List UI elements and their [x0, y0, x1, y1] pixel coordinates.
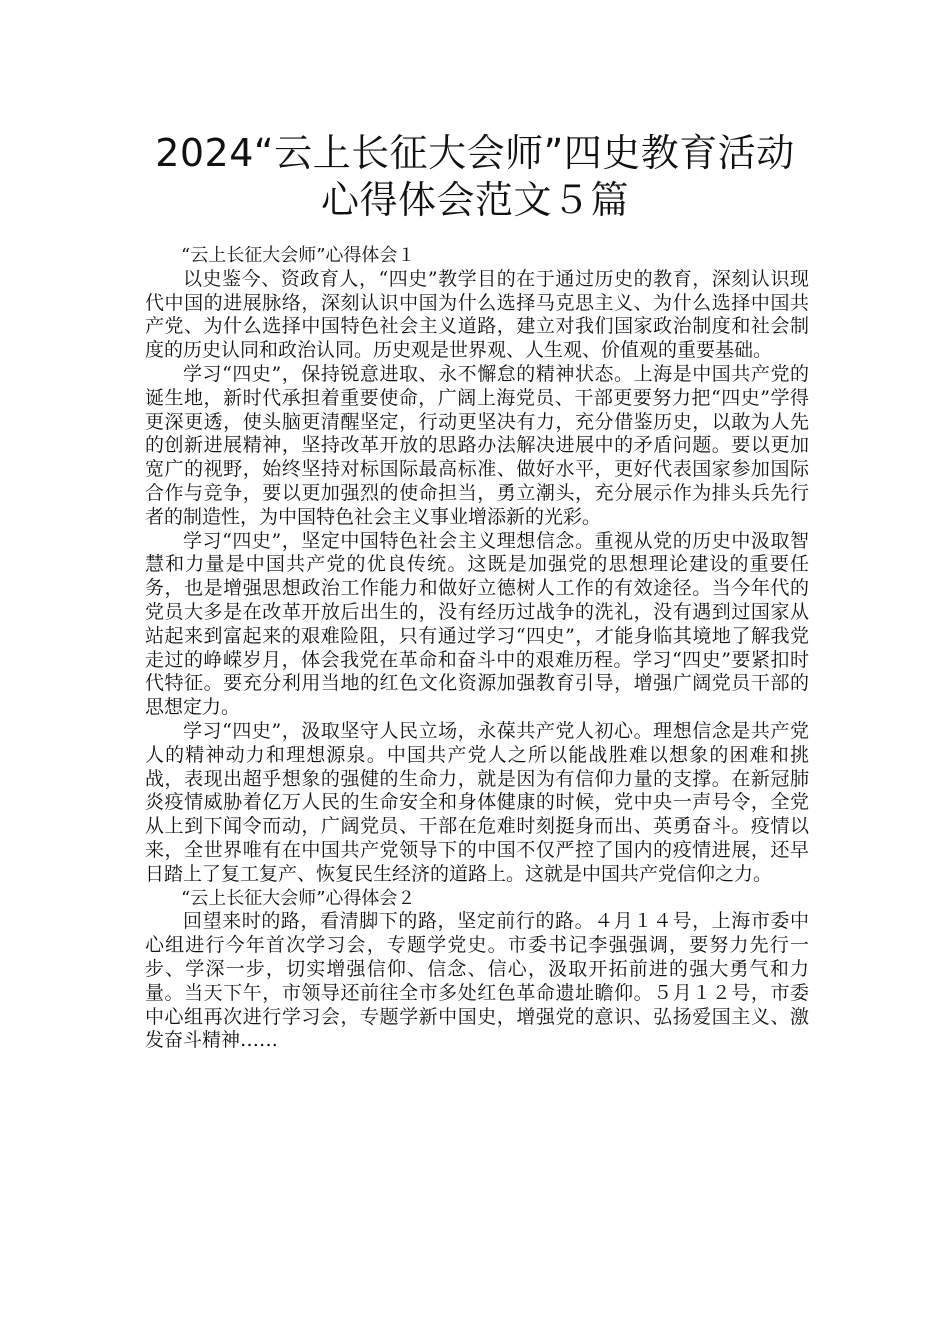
section-heading-2: “云上长征大会师”心得体会２ — [181, 887, 416, 909]
paragraph: 以史鉴今、资政育人，“四史”教学目的在于通过历史的教育，深刻认识现代中国的进展脉络，深刻认识中国为什么选择马克思主义、为什么选择中国共产党、为什么选择中国特色社会主义道路，建立对我们国家政治制度和社会制度的历史认同和政治认同。历史观是世界观、人生观、价值观的重要基础。 — [145, 267, 809, 362]
document-title-line-2: 心得体会范文５篇 — [320, 178, 629, 222]
paragraph: 学习“四史”，坚定中国特色社会主义理想信念。重视从党的历史中汲取智慧和力量是中国共产党的优良传统。这既是加强党的思想理论建设的重要任务，也是增强思想政治工作能力和做好立德树人工作的有效途径。当今年代的党员大多是在改革开放后出生的，没有经历过战争的洗礼，没有遇到过国家从站起来到富起来的艰难险阻，只有通过学习“四史”，才能身临其境地了解我党走过的峥嵘岁月，体会我党在革命和奋斗中的艰难历程。学习“四史”要紧扣时代特征。要充分利用当地的红色文化资源加强教育引导，增强广阔党员干部的思想定力。 — [145, 529, 809, 719]
paragraph: 回望来时的路，看清脚下的路，坚定前行的路。４月１４号，上海市委中心组进行今年首次学习会，专题学党史。市委书记李强强调，要努力先行一步、学深一步，切实增强信仰、信念、信心，汲取开拓前进的强大勇气和力量。当天下午，市领导还前往全市多处红色革命遗址瞻仰。５月１２号，市委中心组再次进行学习会，专题学新中国史，增强党的意识、弘扬爱国主义、激发奋斗精神…… — [145, 910, 809, 1052]
paragraph: 学习“四史”，汲取坚守人民立场，永葆共产党人初心。理想信念是共产党人的精神动力和理想源泉。中国共产党人之所以能战胜难以想象的困难和挑战，表现出超乎想象的强健的生命力，就是因为有信仰力量的支撑。在新冠肺炎疫情威胁着亿万人民的生命安全和身体健康的时候，党中央一声号令，全党从上到下闻令而动，广阔党员、干部在危难时刻挺身而出、英勇奋斗。疫情以来，全世界唯有在中国共产党领导下的中国不仅严控了国内的疫情进展，还早日踏上了复工复产、恢复民生经济的道路上。这就是中国共产党信仰之力。 — [145, 719, 809, 885]
document-body — [145, 244, 809, 1053]
document-title-line-1: 2024“云上长征大会师”四史教育活动 — [155, 131, 795, 175]
paragraph: 学习“四史”，保持锐意进取、永不懈怠的精神状态。上海是中国共产党的诞生地，新时代承担着重要使命，广阔上海党员、干部更要努力把“四史”学得更深更透，使头脑更清醒坚定，行动更坚决有力，充分借鉴历史，以敢为人先的创新进展精神，坚持改革开放的思路办法解决进展中的矛盾问题。要以更加宽广的视野，始终坚持对标国际最高标准、做好水平，更好代表国家参加国际合作与竞争，要以更加强烈的使命担当，勇立潮头，充分展示作为排头兵先行者的制造性，为中国特色社会主义事业增添新的光彩。 — [145, 362, 809, 528]
section-heading-1: “云上长征大会师”心得体会１ — [181, 245, 416, 266]
